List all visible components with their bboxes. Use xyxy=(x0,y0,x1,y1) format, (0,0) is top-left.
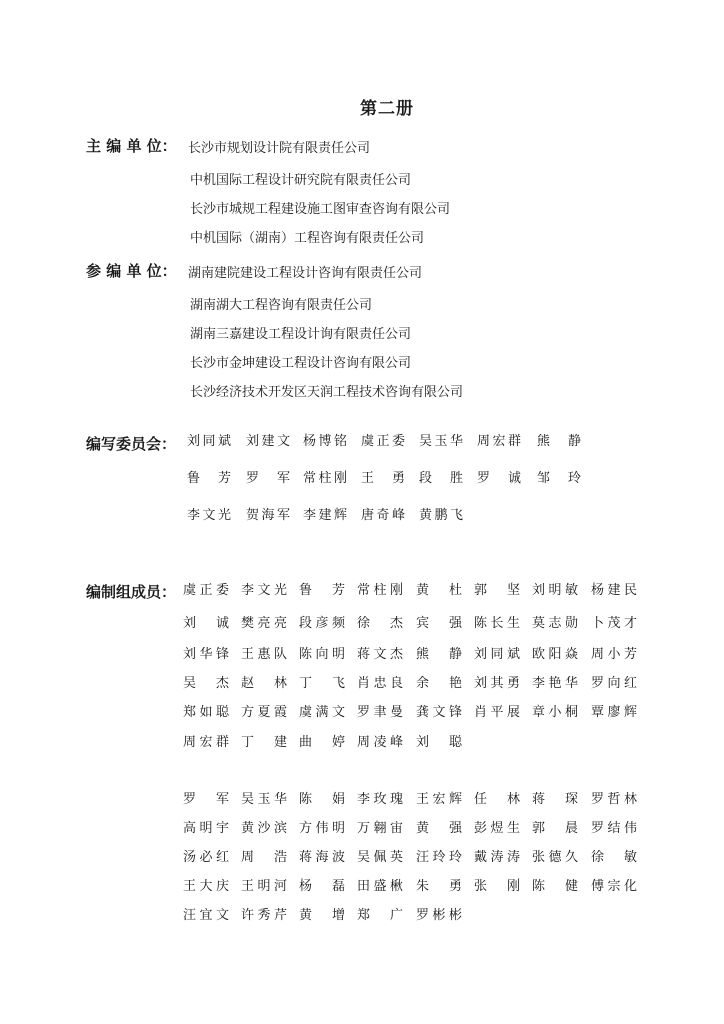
member-name: 周宏群 xyxy=(183,735,229,750)
member-name: 汤必红 xyxy=(183,850,229,865)
member-name: 虞正委 xyxy=(183,583,229,598)
member-name: 欧阳焱 xyxy=(532,647,578,662)
member-name: 虞满文 xyxy=(299,705,345,720)
member-name: 龚文锋 xyxy=(416,705,462,720)
member-name: 罗哲林 xyxy=(591,792,637,807)
member-name: 罗 诚 xyxy=(477,471,521,486)
member-name: 章小桐 xyxy=(532,705,578,720)
chief-editor-unit: 中机国际工程设计研究院有限责任公司 xyxy=(190,173,412,188)
member-name: 段 胜 xyxy=(419,471,463,486)
member-name: 熊 静 xyxy=(416,647,462,662)
member-name: 赵 林 xyxy=(241,676,287,691)
member-name: 杨博铭 xyxy=(303,434,347,449)
member-name: 宾 强 xyxy=(416,616,462,631)
member-name: 郑 广 xyxy=(357,908,403,923)
member-name: 刘同斌 xyxy=(187,434,231,449)
member-name: 王明河 xyxy=(241,879,287,894)
member-name: 余 艳 xyxy=(416,676,462,691)
member-name: 罗彬彬 xyxy=(416,908,462,923)
writing-committee-label: 编写委员会： xyxy=(86,435,177,453)
chief-editor-unit: 中机国际（湖南）工程咨询有限责任公司 xyxy=(190,231,425,246)
compilation-members-label: 编制组成员： xyxy=(86,583,177,601)
participating-editor-label: 参 编 单 位： xyxy=(86,262,177,280)
member-name: 常柱刚 xyxy=(303,471,347,486)
member-name: 唐奇峰 xyxy=(361,508,405,523)
participating-editor-unit: 湖南建院建设工程设计咨询有限责任公司 xyxy=(188,266,423,281)
participating-editor-unit: 长沙经济技术开发区天润工程技术咨询有限公司 xyxy=(190,385,464,400)
member-name: 黄 强 xyxy=(416,821,462,836)
member-name: 王宏辉 xyxy=(416,792,462,807)
member-name: 罗结伟 xyxy=(591,821,637,836)
member-name: 李文光 xyxy=(241,583,287,598)
member-name: 贺海军 xyxy=(246,508,290,523)
member-name: 熊 静 xyxy=(537,434,581,449)
member-name: 周宏群 xyxy=(477,434,521,449)
member-name: 丁 建 xyxy=(241,735,287,750)
member-name: 李艳华 xyxy=(532,676,578,691)
member-name: 王 勇 xyxy=(361,471,405,486)
member-name: 李玫瑰 xyxy=(357,792,403,807)
member-name: 郭 坚 xyxy=(474,583,520,598)
member-name: 黄鹏飞 xyxy=(419,508,463,523)
chief-editor-unit: 长沙市城规工程建设施工图审查咨询有限公司 xyxy=(190,202,451,217)
chief-editor-unit: 长沙市规划设计院有限责任公司 xyxy=(188,141,371,156)
member-name: 方伟明 xyxy=(299,821,345,836)
member-name: 任 林 xyxy=(474,792,520,807)
member-name: 鲁 芳 xyxy=(187,471,231,486)
member-name: 田盛楸 xyxy=(357,879,403,894)
member-name: 彭煜生 xyxy=(474,821,520,836)
chief-editor-label: 主 编 单 位： xyxy=(86,137,177,155)
member-name: 曲 婷 xyxy=(299,735,345,750)
member-name: 张 刚 xyxy=(474,879,520,894)
member-name: 罗向红 xyxy=(591,676,637,691)
member-name: 王惠队 xyxy=(241,647,287,662)
member-name: 陈长生 xyxy=(474,616,520,631)
member-name: 鲁 芳 xyxy=(299,583,345,598)
member-name: 郑如聪 xyxy=(183,705,229,720)
member-name: 陈向明 xyxy=(299,647,345,662)
member-name: 朱 勇 xyxy=(416,879,462,894)
member-name: 莫志勋 xyxy=(532,616,578,631)
member-name: 黄 杜 xyxy=(416,583,462,598)
member-name: 黄 增 xyxy=(299,908,345,923)
member-name: 刘其勇 xyxy=(474,676,520,691)
member-name: 汪宜文 xyxy=(183,908,229,923)
member-name: 杨 磊 xyxy=(299,879,345,894)
member-name: 吴玉华 xyxy=(419,434,463,449)
member-name: 吴 杰 xyxy=(183,676,229,691)
member-name: 常柱刚 xyxy=(357,583,403,598)
member-name: 段彦频 xyxy=(299,616,345,631)
member-name: 陈 娟 xyxy=(299,792,345,807)
member-name: 刘建文 xyxy=(246,434,290,449)
member-name: 王大庆 xyxy=(183,879,229,894)
member-name: 李文光 xyxy=(187,508,231,523)
member-name: 陈 健 xyxy=(532,879,578,894)
member-name: 方夏霞 xyxy=(241,705,287,720)
member-name: 刘 聪 xyxy=(416,735,462,750)
member-name: 傅宗化 xyxy=(591,879,637,894)
member-name: 蒋海波 xyxy=(299,850,345,865)
page-title: 第二册 xyxy=(360,99,414,119)
member-name: 肖平展 xyxy=(474,705,520,720)
member-name: 吴佩英 xyxy=(357,850,403,865)
member-name: 刘同斌 xyxy=(474,647,520,662)
member-name: 许秀芹 xyxy=(241,908,287,923)
participating-editor-unit: 湖南三嘉建设工程设计询有限责任公司 xyxy=(190,327,412,342)
member-name: 李建辉 xyxy=(303,508,347,523)
member-name: 郭 晨 xyxy=(532,821,578,836)
member-name: 万翱宙 xyxy=(357,821,403,836)
member-name: 肖忠良 xyxy=(357,676,403,691)
member-name: 吴玉华 xyxy=(241,792,287,807)
member-name: 刘 诚 xyxy=(183,616,229,631)
member-name: 徐 敏 xyxy=(591,850,637,865)
member-name: 徐 杰 xyxy=(357,616,403,631)
member-name: 覃廖辉 xyxy=(591,705,637,720)
member-name: 邹 玲 xyxy=(537,471,581,486)
member-name: 樊亮亮 xyxy=(241,616,287,631)
member-name: 蒋文杰 xyxy=(357,647,403,662)
member-name: 罗 军 xyxy=(183,792,229,807)
member-name: 周凌峰 xyxy=(357,735,403,750)
member-name: 张德久 xyxy=(532,850,578,865)
member-name: 蒋 琛 xyxy=(532,792,578,807)
participating-editor-unit: 湖南湖大工程咨询有限责任公司 xyxy=(190,298,373,313)
member-name: 杨建民 xyxy=(591,583,637,598)
member-name: 周 浩 xyxy=(241,850,287,865)
member-name: 虞正委 xyxy=(361,434,405,449)
member-name: 戴涛涛 xyxy=(474,850,520,865)
member-name: 丁 飞 xyxy=(299,676,345,691)
participating-editor-unit: 长沙市金坤建设工程设计咨询有限公司 xyxy=(190,356,412,371)
member-name: 高明宇 xyxy=(183,821,229,836)
member-name: 刘华锋 xyxy=(183,647,229,662)
member-name: 汪玲玲 xyxy=(416,850,462,865)
member-name: 周小芳 xyxy=(591,647,637,662)
member-name: 卜茂才 xyxy=(591,616,637,631)
member-name: 黄沙滨 xyxy=(241,821,287,836)
member-name: 罗聿曼 xyxy=(357,705,403,720)
member-name: 刘明敏 xyxy=(532,583,578,598)
member-name: 罗 军 xyxy=(246,471,290,486)
